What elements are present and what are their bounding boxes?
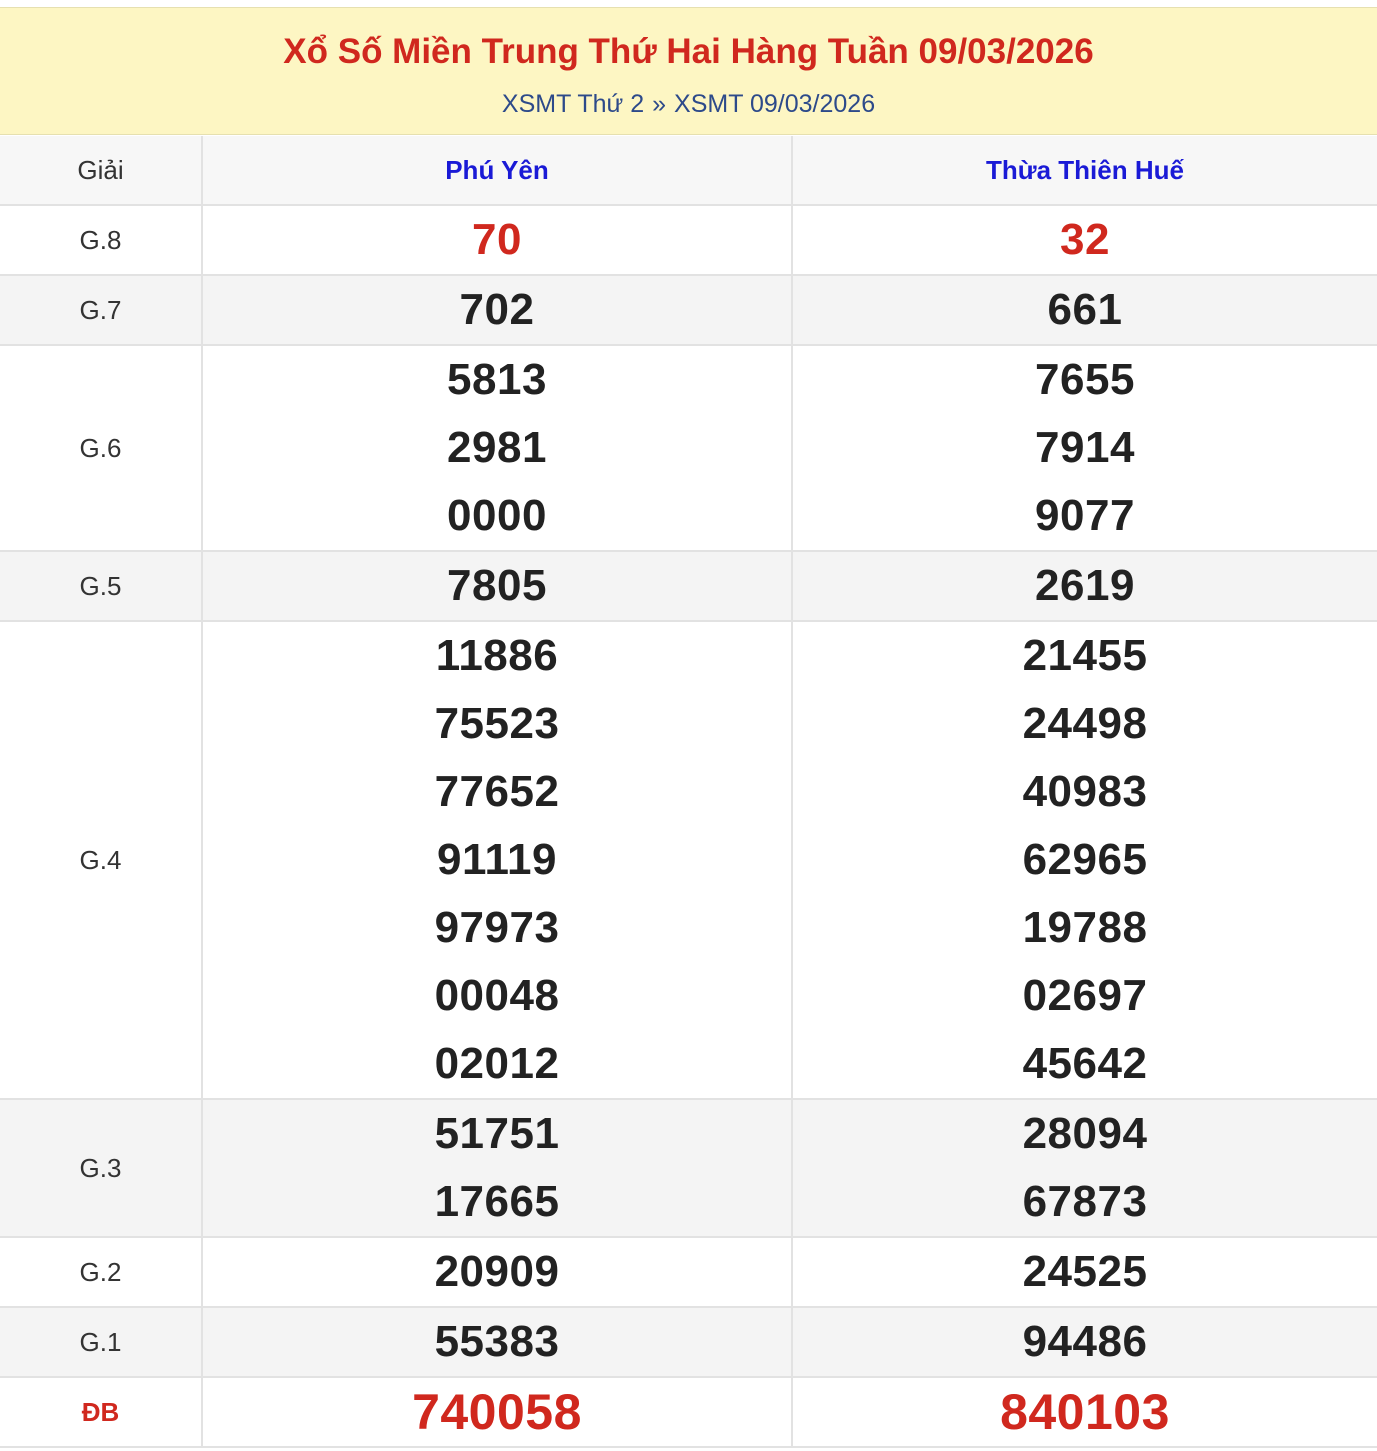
result-cell — [792, 345, 1377, 551]
result-cell — [792, 1307, 1377, 1377]
result-cell — [792, 551, 1377, 621]
result-number: 45642 — [1022, 1039, 1148, 1088]
result-number: 70 — [472, 215, 522, 264]
result-number: 00048 — [434, 971, 560, 1020]
prize-label: G.5 — [0, 551, 202, 621]
table-row-special — [0, 1377, 1377, 1447]
result-number: 77652 — [434, 767, 560, 816]
result-cell — [202, 345, 792, 551]
table-row-g6 — [0, 345, 1377, 551]
result-number: 02697 — [1022, 971, 1148, 1020]
prize-label: G.3 — [0, 1099, 202, 1237]
result-cell — [202, 1099, 792, 1237]
result-number: 20909 — [434, 1247, 560, 1296]
result-number: 2619 — [1035, 561, 1135, 610]
special-prize-number: 740058 — [412, 1384, 582, 1440]
result-cell — [202, 205, 792, 275]
result-cell — [202, 551, 792, 621]
result-cell — [792, 1377, 1377, 1447]
table-row-g8 — [0, 205, 1377, 275]
special-prize-number: 840103 — [1000, 1384, 1170, 1440]
column-header-phu-yen[interactable]: Phú Yên — [202, 136, 792, 205]
breadcrumb-link-xsmt-date[interactable]: XSMT 09/03/2026 — [674, 90, 876, 118]
result-number: 67873 — [1022, 1177, 1148, 1226]
result-number: 91119 — [437, 835, 557, 884]
result-number: 24525 — [1022, 1247, 1148, 1296]
table-row-g3 — [0, 1099, 1377, 1237]
breadcrumb — [0, 88, 1377, 120]
result-cell — [792, 621, 1377, 1099]
table-row-g4 — [0, 621, 1377, 1099]
result-number: 55383 — [434, 1317, 560, 1366]
breadcrumb-separator: » — [652, 90, 667, 118]
table-row-g1 — [0, 1307, 1377, 1377]
result-number: 17665 — [434, 1177, 560, 1226]
prize-label: ĐB — [0, 1377, 202, 1447]
table-row-g7 — [0, 275, 1377, 345]
title-box — [0, 7, 1377, 135]
result-number: 02012 — [434, 1039, 560, 1088]
result-number: 94486 — [1022, 1317, 1148, 1366]
result-cell — [792, 205, 1377, 275]
result-number: 702 — [459, 285, 535, 334]
table-row-g5 — [0, 551, 1377, 621]
result-number: 24498 — [1022, 699, 1148, 748]
prize-label: G.7 — [0, 275, 202, 345]
breadcrumb-link-xsmt-thu-2[interactable]: XSMT Thứ 2 — [501, 90, 645, 118]
result-number: 7655 — [1035, 355, 1135, 404]
result-number: 28094 — [1022, 1109, 1148, 1158]
result-number: 21455 — [1022, 631, 1148, 680]
table-row-g2 — [0, 1237, 1377, 1307]
result-number: 51751 — [434, 1109, 560, 1158]
column-header-giai: Giải — [0, 136, 202, 205]
result-cell — [202, 621, 792, 1099]
result-cell — [792, 1237, 1377, 1307]
result-number: 62965 — [1022, 835, 1148, 884]
result-cell — [202, 1307, 792, 1377]
result-cell — [202, 1237, 792, 1307]
result-number: 11886 — [435, 631, 559, 680]
table-header-row — [0, 136, 1377, 205]
result-cell — [792, 275, 1377, 345]
prize-label: G.6 — [0, 345, 202, 551]
result-number: 32 — [1060, 215, 1110, 264]
result-number: 7805 — [447, 561, 547, 610]
result-cell — [792, 1099, 1377, 1237]
result-number: 7914 — [1035, 423, 1135, 472]
page-title: Xổ Số Miền Trung Thứ Hai Hàng Tuần 09/03/2026 — [283, 32, 1094, 71]
results-table — [0, 136, 1377, 1448]
result-number: 2981 — [447, 423, 547, 472]
prize-label: G.8 — [0, 205, 202, 275]
prize-label: G.1 — [0, 1307, 202, 1377]
result-number: 40983 — [1022, 767, 1148, 816]
result-number: 5813 — [447, 355, 547, 404]
result-number: 97973 — [434, 903, 560, 952]
result-cell — [202, 275, 792, 345]
prize-label: G.4 — [0, 621, 202, 1099]
result-cell — [202, 1377, 792, 1447]
result-number: 661 — [1047, 285, 1123, 334]
result-number: 9077 — [1035, 491, 1135, 540]
result-number: 75523 — [434, 699, 560, 748]
column-header-thua-thien-hue[interactable]: Thừa Thiên Huế — [792, 136, 1377, 205]
result-number: 0000 — [447, 491, 547, 540]
prize-label: G.2 — [0, 1237, 202, 1307]
result-number: 19788 — [1022, 903, 1148, 952]
